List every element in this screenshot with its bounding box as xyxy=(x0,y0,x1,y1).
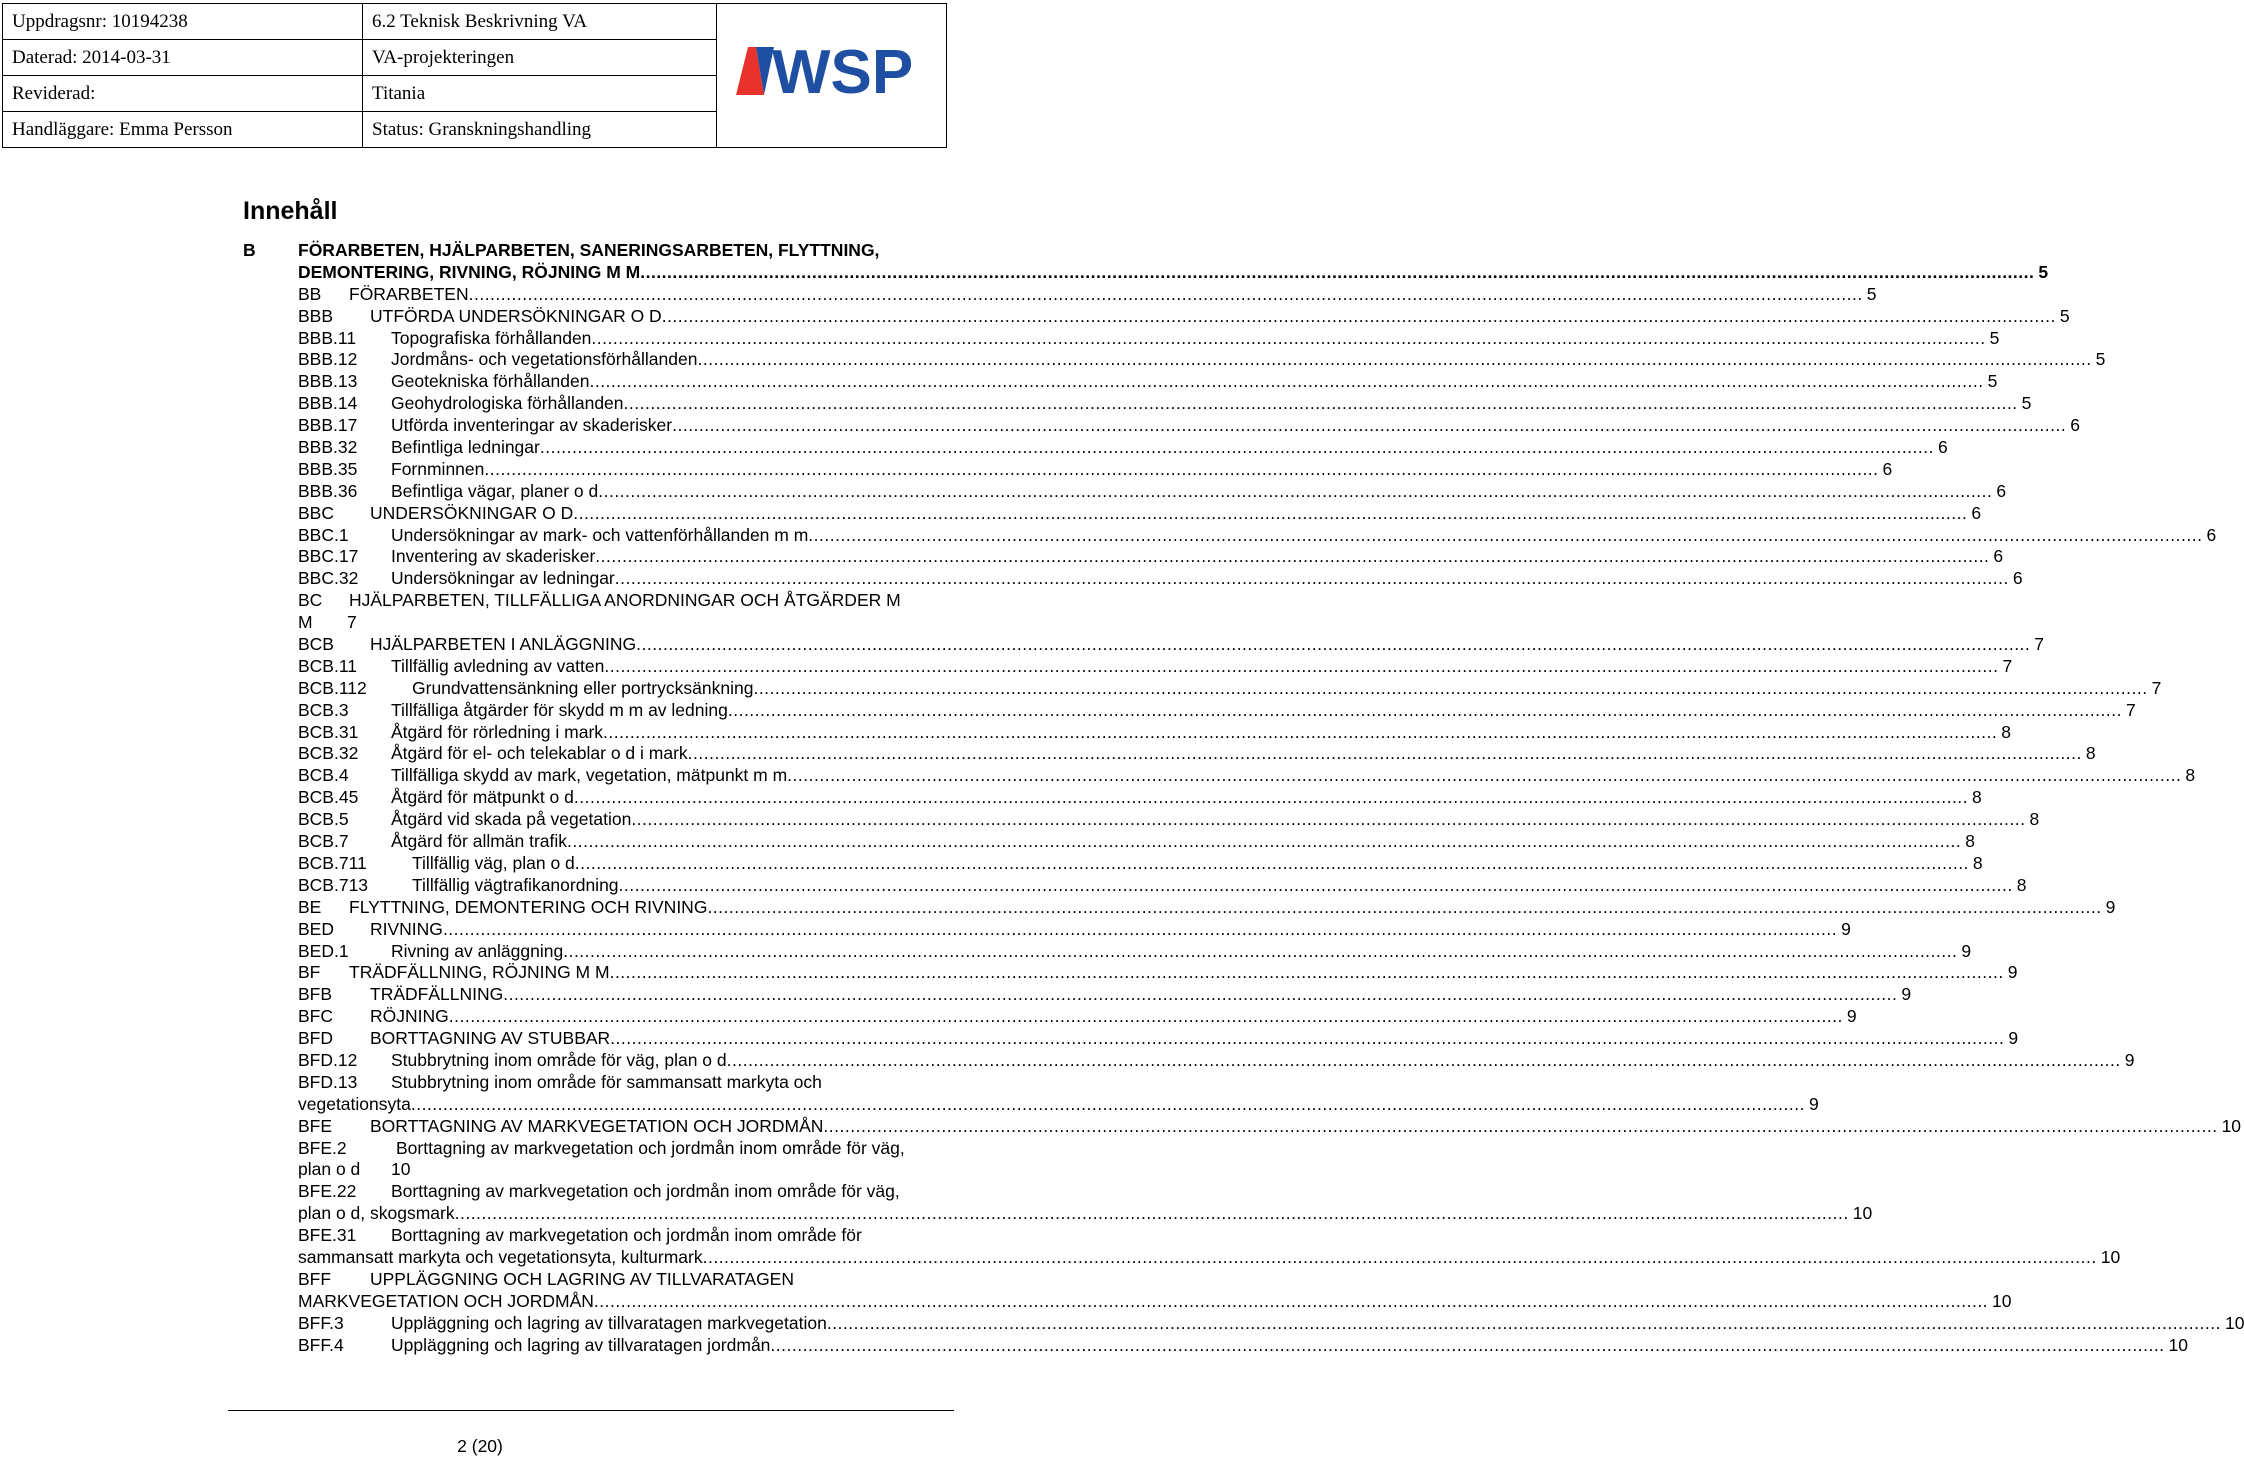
toc-entry[interactable] xyxy=(243,1225,948,1247)
toc-entry-title: Åtgärd för allmän trafik xyxy=(391,831,568,852)
toc-entry-title: TRÄDFÄLLNING, RÖJNING M M xyxy=(349,962,610,983)
toc-entry-page: 6 xyxy=(1938,437,1948,458)
toc-entry-page: 10 xyxy=(2168,1334,2189,1355)
toc-entry-page: 10 xyxy=(1852,1203,1873,1224)
toc-entry[interactable] xyxy=(243,655,2013,678)
toc-leader-dots: .................................................................................................................................................................................................................................................................... xyxy=(753,677,2148,698)
toc-entry-code: BBB.32 xyxy=(298,437,358,458)
toc-leader-dots: .................................................................................................................................................................................................................................................................... xyxy=(826,1312,2221,1333)
toc-entry-page: 5 xyxy=(2059,305,2070,326)
toc-entry-page: 9 xyxy=(1809,1093,1819,1114)
toc-entry-page: 9 xyxy=(2008,1028,2019,1049)
toc-entry-page: 6 xyxy=(2070,415,2080,436)
logo-wordmark: WSP xyxy=(771,37,913,107)
toc-entry-title: Borttagning av markvegetation och jordmån inom område för xyxy=(391,1225,862,1246)
toc-entry[interactable] xyxy=(243,1138,948,1160)
toc-entry-title: Tillfälliga åtgärder för skydd m m av ledning xyxy=(391,699,728,720)
toc-entry[interactable] xyxy=(243,393,2032,415)
toc-entry[interactable] xyxy=(243,699,2136,722)
toc-entry-page: 7 xyxy=(2126,699,2136,720)
toc-entry-title: DEMONTERING, RIVNING, RÖJNING M M xyxy=(298,261,641,282)
toc-leader-dots: .................................................................................................................................................................................................................................................................... xyxy=(808,524,2203,545)
toc-entry-title: Grundvattensänkning eller portrycksänkning xyxy=(412,677,754,698)
toc-entry[interactable] xyxy=(243,1028,2019,1050)
toc-entry-code: BBC.1 xyxy=(298,524,349,545)
toc-entry-title: 10 xyxy=(391,1159,411,1180)
toc-entry-code: BCB.31 xyxy=(298,721,359,742)
table-of-contents xyxy=(243,240,2244,1356)
toc-entry-title: Fornminnen xyxy=(391,458,485,479)
toc-entry-code: BBC.32 xyxy=(298,568,359,589)
toc-entry[interactable] xyxy=(243,874,2027,897)
toc-leader-dots: .................................................................................................................................................................................................................................................................... xyxy=(591,327,1986,348)
toc-entry[interactable] xyxy=(243,305,2070,328)
project-number: Uppdragsnr: 10194238 xyxy=(3,4,363,40)
toc-entry-page: 8 xyxy=(1965,831,1975,852)
toc-entry-page: 9 xyxy=(1961,940,1972,961)
toc-leader-dots: .................................................................................................................................................................................................................................................................... xyxy=(697,349,2092,370)
toc-entry-page: 5 xyxy=(2095,349,2106,370)
toc-entry[interactable] xyxy=(243,962,2018,984)
toc-entry-page: 5 xyxy=(2038,261,2049,282)
toc-entry[interactable] xyxy=(243,677,2162,700)
toc-leader-dots: .................................................................................................................................................................................................................................................................... xyxy=(687,743,2082,764)
toc-entry-code: BFD.13 xyxy=(298,1071,358,1092)
toc-entry-code: BCB xyxy=(298,634,334,655)
toc-leader-dots: .................................................................................................................................................................................................................................................................... xyxy=(727,699,2122,720)
toc-leader-dots: .................................................................................................................................................................................................................................................................... xyxy=(589,371,1984,392)
toc-entry-code: BBC.17 xyxy=(298,546,359,567)
toc-entry-title: Rivning av anläggning xyxy=(391,940,564,961)
toc-leader-dots: .................................................................................................................................................................................................................................................................... xyxy=(636,634,2031,655)
toc-entry[interactable] xyxy=(243,568,2023,590)
toc-entry-code: BFB xyxy=(298,984,333,1005)
toc-entry-code: BED xyxy=(298,918,334,939)
toc-entry-page: 9 xyxy=(2007,962,2018,983)
toc-leader-dots: .................................................................................................................................................................................................................................................................... xyxy=(539,437,1934,458)
toc-entry-title: plan o d, skogsmark xyxy=(298,1203,455,1224)
toc-entry[interactable] xyxy=(243,918,1851,941)
toc-entry-title: Befintliga vägar, planer o d xyxy=(391,480,599,501)
toc-entry[interactable] xyxy=(243,480,2007,503)
toc-leader-dots: .................................................................................................................................................................................................................................................................... xyxy=(573,787,1969,808)
toc-entry-page: 8 xyxy=(2185,765,2196,786)
toc-entry[interactable] xyxy=(243,1115,2242,1138)
toc-entry[interactable] xyxy=(243,634,2045,656)
toc-entry-page: 8 xyxy=(2085,743,2096,764)
toc-entry-code: BFF.4 xyxy=(298,1334,344,1355)
toc-entry-page: 6 xyxy=(1993,546,2004,567)
toc-entry-title: Åtgärd för mätpunkt o d xyxy=(391,787,574,808)
revision-field: Reviderad: xyxy=(3,76,363,112)
toc-entry-title: FÖRARBETEN, HJÄLPARBETEN, SANERINGSARBETEN, FLYTTNING, xyxy=(298,240,880,260)
toc-entry[interactable] xyxy=(243,524,2217,547)
toc-entry-code: BBB.12 xyxy=(298,349,358,370)
toc-entry-code: BCB.5 xyxy=(298,809,349,830)
toc-leader-dots: .................................................................................................................................................................................................................................................................... xyxy=(563,940,1958,961)
toc-entry-title: Geotekniska förhållanden xyxy=(391,371,590,392)
toc-entry[interactable] xyxy=(243,896,2116,919)
toc-entry-page: 8 xyxy=(2029,809,2040,830)
toc-entry-title: 7 xyxy=(347,612,357,633)
toc-entry-code: BFE.22 xyxy=(298,1181,357,1202)
toc-heading: Innehåll xyxy=(243,197,338,225)
toc-entry-code: BBB.17 xyxy=(298,415,358,436)
toc-entry-page: 9 xyxy=(2124,1049,2135,1070)
toc-entry-title: Tillfällig avledning av vatten xyxy=(391,655,605,676)
toc-leader-dots: .................................................................................................................................................................................................................................................................... xyxy=(448,1006,1843,1027)
toc-entry-code: BCB.713 xyxy=(298,874,369,895)
toc-entry[interactable] xyxy=(243,371,1998,393)
toc-entry[interactable] xyxy=(243,612,948,634)
toc-entry-code: B xyxy=(243,240,256,260)
toc-entry-code: BCB.32 xyxy=(298,743,359,764)
toc-entry-title: UPPLÄGGNING OCH LAGRING AV TILLVARATAGEN xyxy=(370,1268,794,1289)
toc-entry[interactable] xyxy=(243,1072,948,1094)
toc-entry-code: BBB.14 xyxy=(298,393,358,414)
toc-entry[interactable] xyxy=(243,787,1982,809)
toc-entry[interactable] xyxy=(243,283,1877,306)
toc-entry[interactable] xyxy=(243,1159,948,1181)
toc-leader-dots: .................................................................................................................................................................................................................................................................... xyxy=(614,568,2009,589)
toc-entry-page: 8 xyxy=(2016,874,2027,895)
toc-entry-title: Jordmåns- och vegetationsförhållanden xyxy=(391,349,698,370)
toc-entry-code: BBB.11 xyxy=(298,327,357,348)
toc-entry-page: 10 xyxy=(2100,1246,2121,1267)
toc-entry[interactable] xyxy=(243,458,1893,481)
toc-leader-dots: .................................................................................................................................................................................................................................................................... xyxy=(618,874,2013,895)
toc-entry-title: Stubbrytning inom område för sammansatt markyta och xyxy=(391,1071,822,1092)
toc-entry-page: 9 xyxy=(2105,896,2116,917)
toc-entry-page: 6 xyxy=(2012,568,2023,589)
toc-entry-title: MARKVEGETATION OCH JORDMÅN xyxy=(298,1290,594,1311)
toc-entry-code: BBB xyxy=(298,305,334,326)
toc-entry[interactable] xyxy=(243,415,2080,437)
toc-entry-page: 9 xyxy=(1901,984,1912,1005)
toc-entry[interactable] xyxy=(243,1203,1873,1225)
footer-divider xyxy=(228,1410,954,1411)
toc-entry-code: BFF.3 xyxy=(298,1312,344,1333)
site-name: Titania xyxy=(363,76,717,112)
toc-entry-page: 7 xyxy=(2151,677,2162,698)
toc-leader-dots: .................................................................................................................................................................................................................................................................... xyxy=(574,852,1969,873)
toc-leader-dots: .................................................................................................................................................................................................................................................................... xyxy=(410,1093,1805,1114)
toc-entry[interactable] xyxy=(243,1246,2121,1269)
toc-entry-code: BFE.2 xyxy=(298,1137,347,1158)
toc-entry-code: BCB.711 xyxy=(298,852,367,873)
toc-entry-code: BCB.4 xyxy=(298,765,349,786)
toc-entry-title: Borttagning av markvegetation och jordmån inom område för väg, xyxy=(391,1181,900,1202)
toc-entry-title: TRÄDFÄLLNING xyxy=(370,984,504,1005)
toc-entry[interactable] xyxy=(243,940,1972,963)
toc-entry-title: Tillfällig vägtrafikanordning xyxy=(412,874,619,895)
toc-entry-title: FÖRARBETEN xyxy=(349,283,469,304)
toc-entry-page: 9 xyxy=(1841,918,1851,939)
toc-leader-dots: .................................................................................................................................................................................................................................................................... xyxy=(609,962,2004,983)
toc-entry-page: 10 xyxy=(2224,1312,2244,1333)
toc-entry-code: BCB.7 xyxy=(298,831,349,852)
toc-leader-dots: .................................................................................................................................................................................................................................................................... xyxy=(610,1028,2005,1049)
toc-leader-dots: .................................................................................................................................................................................................................................................................... xyxy=(770,1334,2165,1355)
toc-entry[interactable] xyxy=(243,721,2011,744)
toc-leader-dots: .................................................................................................................................................................................................................................................................... xyxy=(672,415,2067,436)
toc-entry-title: sammansatt markyta och vegetationsyta, kulturmark xyxy=(298,1246,703,1267)
toc-entry[interactable] xyxy=(243,349,2106,371)
toc-entry-code: BFE xyxy=(298,1115,333,1136)
toc-leader-dots: .................................................................................................................................................................................................................................................................... xyxy=(442,918,1838,939)
toc-leader-dots: .................................................................................................................................................................................................................................................................... xyxy=(595,546,1990,567)
toc-entry-title: Åtgärd för el- och telekablar o d i mark xyxy=(391,743,688,764)
toc-entry-code: BBB.36 xyxy=(298,480,358,501)
toc-entry[interactable] xyxy=(243,327,2000,350)
toc-leader-dots: .................................................................................................................................................................................................................................................................... xyxy=(604,655,1999,676)
toc-leader-dots: .................................................................................................................................................................................................................................................................... xyxy=(454,1203,1849,1224)
toc-leader-dots: .................................................................................................................................................................................................................................................................... xyxy=(631,809,2026,830)
toc-entry[interactable] xyxy=(243,261,2049,284)
toc-entry-page: 6 xyxy=(2206,524,2217,545)
toc-leader-dots: .................................................................................................................................................................................................................................................................... xyxy=(726,1049,2121,1070)
toc-entry-page: 10 xyxy=(2221,1115,2242,1136)
toc-entry-page: 10 xyxy=(1992,1290,2012,1311)
handler-field: Handläggare: Emma Persson xyxy=(3,112,363,148)
toc-entry[interactable] xyxy=(243,831,1975,853)
toc-leader-dots: .................................................................................................................................................................................................................................................................... xyxy=(503,984,1898,1005)
toc-entry-code: BFF xyxy=(298,1268,332,1289)
toc-entry[interactable] xyxy=(243,590,948,612)
toc-entry-code: M xyxy=(298,612,313,633)
toc-entry-title: Undersökningar av ledningar xyxy=(391,568,615,589)
toc-entry-code: BB xyxy=(298,283,322,304)
toc-leader-dots: .................................................................................................................................................................................................................................................................... xyxy=(484,458,1879,479)
toc-entry-title: HJÄLPARBETEN, TILLFÄLLIGA ANORDNINGAR OCH ÅTGÄRDER M xyxy=(349,590,901,611)
toc-entry[interactable] xyxy=(243,984,1912,1006)
toc-entry-title: BORTTAGNING AV MARKVEGETATION OCH JORDMÅN xyxy=(370,1115,824,1136)
toc-leader-dots: .................................................................................................................................................................................................................................................................... xyxy=(593,1290,1989,1311)
toc-entry-title: Tillfälliga skydd av mark, vegetation, mätpunkt m m xyxy=(391,765,788,786)
toc-entry-code: BFD xyxy=(298,1028,333,1049)
toc-entry-title: Geohydrologiska förhållanden xyxy=(391,393,624,414)
toc-entry-code: plan o d xyxy=(298,1159,361,1180)
toc-entry-code: BC xyxy=(298,590,323,611)
toc-leader-dots: .................................................................................................................................................................................................................................................................... xyxy=(707,896,2102,917)
toc-leader-dots: .................................................................................................................................................................................................................................................................... xyxy=(823,1115,2218,1136)
toc-entry-page: 7 xyxy=(2002,655,2013,676)
toc-entry[interactable] xyxy=(243,809,2040,831)
toc-entry-code: BCB.11 xyxy=(298,655,358,676)
toc-leader-dots: .................................................................................................................................................................................................................................................................... xyxy=(661,305,2056,326)
toc-entry-code: BCB.112 xyxy=(298,677,367,698)
toc-entry-title: UTFÖRDA UNDERSÖKNINGAR O D xyxy=(370,305,662,326)
toc-entry-title: BORTTAGNING AV STUBBAR xyxy=(370,1028,611,1049)
toc-leader-dots: .................................................................................................................................................................................................................................................................... xyxy=(598,480,1993,501)
toc-entry-title: RIVNING xyxy=(370,918,443,939)
toc-leader-dots: .................................................................................................................................................................................................................................................................... xyxy=(468,283,1863,304)
toc-entry[interactable] xyxy=(243,1269,948,1291)
toc-entry-title: Undersökningar av mark- och vattenförhållanden m m xyxy=(391,524,809,545)
toc-entry-code: BF xyxy=(298,962,321,983)
toc-entry-title: Uppläggning och lagring av tillvaratagen jordmån xyxy=(391,1334,771,1355)
toc-entry-page: 6 xyxy=(1971,502,1982,523)
toc-entry-code: BFC xyxy=(298,1006,333,1027)
toc-entry-page: 8 xyxy=(2001,721,2011,742)
toc-entry-title: FLYTTNING, DEMONTERING OCH RIVNING xyxy=(349,896,708,917)
toc-entry[interactable] xyxy=(243,1181,948,1203)
toc-entry-code: BCB.3 xyxy=(298,699,349,720)
toc-entry-title: Topografiska förhållanden xyxy=(391,327,592,348)
toc-entry-code: BFD.12 xyxy=(298,1049,358,1070)
toc-entry-code: BED.1 xyxy=(298,940,349,961)
toc-entry-page: 7 xyxy=(2034,634,2045,655)
toc-entry[interactable] xyxy=(243,1006,1857,1028)
toc-entry-title: RÖJNING xyxy=(370,1006,449,1027)
toc-entry-page: 9 xyxy=(1846,1006,1857,1027)
toc-entry-title: Stubbrytning inom område för väg, plan o d xyxy=(391,1049,727,1070)
document-header-table xyxy=(2,3,947,148)
toc-entry[interactable] xyxy=(243,852,1983,875)
toc-entry[interactable] xyxy=(243,546,2004,568)
toc-leader-dots: .................................................................................................................................................................................................................................................................... xyxy=(623,393,2018,414)
wsp-logo xyxy=(717,4,947,148)
toc-entry-page: 8 xyxy=(1972,787,1982,808)
toc-leader-dots: .................................................................................................................................................................................................................................................................... xyxy=(640,261,2035,282)
toc-entry-page: 6 xyxy=(1882,458,1893,479)
toc-entry-title: Tillfällig väg, plan o d xyxy=(412,852,575,873)
toc-entry-code: BFE.31 xyxy=(298,1225,357,1246)
toc-entry-page: 8 xyxy=(1972,852,1983,873)
toc-entry[interactable] xyxy=(243,1312,2244,1335)
toc-entry-title: vegetationsyta xyxy=(298,1093,411,1114)
toc-leader-dots: .................................................................................................................................................................................................................................................................... xyxy=(567,831,1962,852)
toc-entry-title: Inventering av skaderisker xyxy=(391,546,596,567)
status-field: Status: Granskningshandling xyxy=(363,112,717,148)
toc-entry-title: Befintliga ledningar xyxy=(391,437,540,458)
wsp-logo-mark xyxy=(734,37,930,109)
toc-leader-dots: .................................................................................................................................................................................................................................................................... xyxy=(787,765,2182,786)
toc-entry-code: BCB.45 xyxy=(298,787,359,808)
toc-entry[interactable] xyxy=(243,437,1948,459)
toc-leader-dots: .................................................................................................................................................................................................................................................................... xyxy=(603,721,1998,742)
toc-leader-dots: .................................................................................................................................................................................................................................................................... xyxy=(702,1246,2097,1267)
toc-entry[interactable] xyxy=(243,743,2096,765)
toc-entry[interactable] xyxy=(243,1049,2135,1072)
date-field: Daterad: 2014-03-31 xyxy=(3,40,363,76)
toc-entry-page: 5 xyxy=(1987,371,1998,392)
toc-entry[interactable] xyxy=(243,765,2196,787)
toc-entry-code: BBC xyxy=(298,502,334,523)
toc-entry-title: Åtgärd vid skada på vegetation xyxy=(391,809,632,830)
toc-leader-dots: .................................................................................................................................................................................................................................................................... xyxy=(573,502,1968,523)
toc-entry[interactable] xyxy=(243,502,1982,525)
toc-entry-page: 5 xyxy=(2021,393,2032,414)
toc-entry[interactable] xyxy=(243,1290,2012,1313)
toc-entry-code: BE xyxy=(298,896,322,917)
project-name: VA-projekteringen xyxy=(363,40,717,76)
toc-entry-code: BBB.13 xyxy=(298,371,358,392)
toc-entry-title: Borttagning av markvegetation och jordmån inom område för väg, xyxy=(396,1137,905,1158)
toc-entry[interactable] xyxy=(243,1093,1819,1116)
toc-entry-title: HJÄLPARBETEN I ANLÄGGNING xyxy=(370,634,637,655)
toc-entry-page: 5 xyxy=(1866,283,1877,304)
page-number: 2 (20) xyxy=(457,1436,503,1456)
toc-entry-title: Utförda inventeringar av skaderisker xyxy=(391,415,673,436)
toc-entry-page: 6 xyxy=(1996,480,2007,501)
document-title: 6.2 Teknisk Beskrivning VA xyxy=(363,4,717,40)
toc-entry-title: Åtgärd för rörledning i mark xyxy=(391,721,604,742)
toc-entry-title: Uppläggning och lagring av tillvaratagen markvegetation xyxy=(391,1312,827,1333)
toc-entry-code: BBB.35 xyxy=(298,458,358,479)
toc-entry[interactable] xyxy=(243,240,948,262)
toc-entry-title: UNDERSÖKNINGAR O D xyxy=(370,502,574,523)
toc-entry-page: 5 xyxy=(1989,327,2000,348)
toc-entry[interactable] xyxy=(243,1334,2189,1357)
